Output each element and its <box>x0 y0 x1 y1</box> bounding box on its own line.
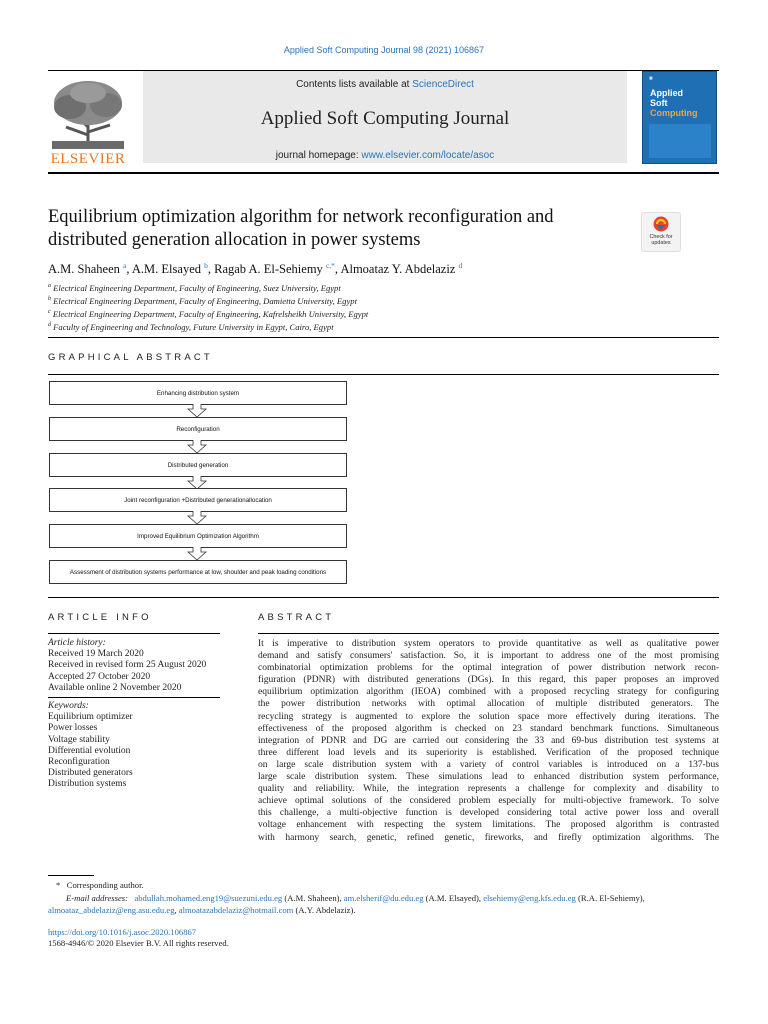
homepage-line <box>143 150 627 161</box>
email-link[interactable]: almoatazabdelaziz@hotmail.com <box>178 905 294 915</box>
author-name: Almoataz Y. Abdelaziz <box>340 262 456 277</box>
elsevier-tree-icon <box>48 77 128 151</box>
corresponding-mark: * <box>56 880 61 890</box>
abstract-line: figuration (PDNR) with distributed generations (DGs). In this regard, this paper proposes an improved <box>258 675 719 686</box>
cover-title-3: Computing <box>650 108 698 118</box>
affiliation-item: $^d$ Faculty of Engineering and Technology, Future University in Egypt, Cairo, Egypt <box>48 322 334 333</box>
journal-cover[interactable] <box>642 71 717 164</box>
affiliation-item: $^a$ Electrical Engineering Department, Faculty of Engineering, Suez University, Egypt <box>48 282 341 293</box>
header-bottom-rule <box>48 172 719 174</box>
affiliations <box>48 281 368 333</box>
author-name: A.M. Shaheen <box>48 262 120 277</box>
abstract-line: It is imperative to distribution system operators to provide quantitative as well as qualitative power <box>258 639 719 649</box>
affiliation-item: $^c$ Electrical Engineering Department, Faculty of Engineering, Kafrelsheikh University, Egypt <box>48 308 369 319</box>
author-sup[interactable]: c,* <box>325 261 335 270</box>
keyword-item: Distributed generators <box>48 768 133 779</box>
author-sup[interactable]: a <box>123 261 127 270</box>
flow-step-1: Enhancing distribution system <box>49 381 347 405</box>
keyword-item: Reconfiguration <box>48 757 110 768</box>
contents-line <box>143 79 627 90</box>
journal-name: Applied Soft Computing Journal <box>260 108 510 129</box>
history-item: Accepted 27 October 2020 <box>48 671 151 682</box>
cover-title-1: Applied <box>650 88 683 98</box>
flow-arrow-icon <box>187 511 207 525</box>
abstract-line: combinatorial optimization problems for the optimal integration of power distribution network recon- <box>258 663 719 674</box>
cover-art <box>649 124 711 158</box>
cover-badge: ■ <box>649 76 653 82</box>
abstract-line: demand and satisfy consumers' satisfaction. So, it is important to address one of the most promising <box>258 651 719 662</box>
keywords <box>48 701 220 791</box>
article-history-label: Article history: <box>48 638 106 648</box>
email-line-2: almoataz_abdelaziz@eng.asu.edu.eg, almoatazabdelaziz@hotmail.com (A.Y. Abdelaziz). <box>48 905 356 915</box>
cover-title-2: Soft <box>650 98 668 108</box>
author-sup[interactable]: b <box>204 261 208 270</box>
elsevier-logo <box>48 77 128 165</box>
email-link[interactable]: abdullah.mohamed.eng19@suezuni.edu.eg <box>134 893 283 903</box>
keyword-item: Differential evolution <box>48 745 131 756</box>
article-info-rule <box>48 633 220 634</box>
abstract-line: integration of PDNR and DG are carried out considering the 33 and 69-bus distribution test systems at <box>258 735 719 746</box>
author-list: A.M. Shaheen $^a$, A.M. Elsayed $^b$, Ragab A. El-Sehiemy $^{c,*}$, Almoataz Y. Abdelaziz $^d$ <box>48 261 463 277</box>
graphical-abstract-sub-rule <box>48 374 719 375</box>
abstract-line: equilibrium optimization algorithm (IEOA) combined with a proposed recycling strategy for configuring <box>258 687 719 698</box>
email-link[interactable]: am.elsherif@du.edu.eg <box>343 893 424 903</box>
elsevier-wordmark: ELSEVIER <box>50 151 126 167</box>
footnote-rule <box>48 875 94 876</box>
abstract-line: on large scale distribution system with a variety of control variables is introduced on a 137-bus <box>258 759 719 770</box>
article-info-top-rule <box>48 597 719 598</box>
check-updates-label-2: updates <box>651 240 671 246</box>
flow-step-5: Improved Equilibrium Optimization Algorithm <box>49 524 347 548</box>
flow-arrow-icon <box>187 440 207 454</box>
doi-link[interactable]: https://doi.org/10.1016/j.asoc.2020.106867 <box>48 927 197 937</box>
abstract-line: large scale distribution system. These simulations lead to enhanced distribution system performance, <box>258 772 719 783</box>
graphical-abstract-top-rule <box>48 337 719 338</box>
article-history <box>48 638 220 694</box>
keyword-item: Voltage stability <box>48 734 110 745</box>
paper-title-line-1: Equilibrium optimization algorithm for network reconfiguration and <box>48 207 554 227</box>
history-item: Received 19 March 2020 <box>48 649 144 660</box>
flow-step-2: Reconfiguration <box>49 417 347 441</box>
graphical-abstract-heading: GRAPHICAL ABSTRACT <box>48 352 213 363</box>
sciencedirect-link[interactable]: ScienceDirect <box>412 79 474 90</box>
history-item: Received in revised form 25 August 2020 <box>48 660 207 671</box>
keywords-rule <box>48 697 220 698</box>
check-for-updates-badge[interactable] <box>641 212 681 252</box>
email-label: E-mail addresses: <box>66 893 128 903</box>
flow-step-6: Assessment of distribution systems performance at low, shoulder and peak loading conditions <box>49 560 347 584</box>
copyright-line: 1568-4946/© 2020 Elsevier B.V. All rights reserved. <box>48 938 229 948</box>
flow-step-4: Joint reconfiguration +Distributed generationallocation <box>49 488 347 512</box>
keyword-item: Distribution systems <box>48 779 127 790</box>
abstract-line: the power distribution networks with optimal allocation of multiple distributed generators. The <box>258 699 719 710</box>
homepage-link[interactable]: www.elsevier.com/locate/asoc <box>361 150 495 161</box>
abstract-line: this challenge, a multi-objective function is developed considering total active power loss and overall <box>258 808 719 819</box>
flow-step-3: Distributed generation <box>49 453 347 477</box>
flow-arrow-icon <box>187 547 207 561</box>
keyword-item: Power losses <box>48 723 98 734</box>
check-updates-label-1: Check for <box>649 234 673 240</box>
abstract-line: three different load levels and its superiority is established. Verification of the proposed technique <box>258 747 719 758</box>
keywords-label: Keywords: <box>48 701 89 711</box>
abstract-rule <box>258 633 719 634</box>
abstract-line: quality and reliability. While, the integration represents a challenge for complexity and disability to <box>258 784 719 795</box>
history-item: Available online 2 November 2020 <box>48 682 182 693</box>
abstract-body <box>258 638 719 844</box>
corresponding-author-note <box>56 880 144 890</box>
abstract-line: recycling strategy is augmented to explore the solution space more effectively during iterations. The <box>258 711 719 722</box>
flow-arrow-icon <box>187 404 207 418</box>
email-link[interactable]: elsehiemy@eng.kfs.edu.eg <box>483 893 576 903</box>
abstract-line: with harmony search, genetic, refined genetic, fireworks, and firefly optimization algorithms. The <box>258 832 719 843</box>
author-name: A.M. Elsayed <box>131 262 201 277</box>
email-link[interactable]: almoataz_abdelaziz@eng.asu.edu.eg <box>48 905 175 915</box>
paper-title-line-2: distributed generation allocation in power systems <box>48 230 421 250</box>
author-sup[interactable]: d <box>458 261 463 270</box>
author-name: Ragab A. El-Sehiemy <box>214 262 323 277</box>
abstract-line: effectiveness of the proposed algorithm is checked on 23 standard benchmark functions. Simultaneous <box>258 723 719 734</box>
keyword-item: Equilibrium optimizer <box>48 712 133 723</box>
contents-prefix: Contents lists available at <box>296 79 413 90</box>
affiliation-item: $^b$ Electrical Engineering Department, Faculty of Engineering, Damietta University, Egypt <box>48 295 357 306</box>
journal-citation-link[interactable]: Applied Soft Computing Journal 98 (2021) 106867 <box>283 45 485 55</box>
abstract-line: achieve optimal solutions of the considered problem especially for multi-objective framework. To solve <box>258 796 719 807</box>
corresponding-text: Corresponding author. <box>66 880 144 890</box>
article-info-heading: ARTICLE INFO <box>48 612 152 623</box>
abstract-heading: ABSTRACT <box>258 612 335 623</box>
email-line-1: E-mail addresses: abdullah.mohamed.eng19@suezuni.edu.eg (A.M. Shaheen), am.elsherif@du.edu.eg (A.M. Elsayed), elsehiemy@eng.kfs.edu.eg (R.A. El-Sehiemy), <box>66 893 645 903</box>
abstract-line: voltage enhancement with respecting the system limitations. The proposed algorithm is contrasted <box>258 820 719 831</box>
homepage-prefix: journal homepage: <box>275 150 362 161</box>
check-updates-icon <box>653 216 669 232</box>
